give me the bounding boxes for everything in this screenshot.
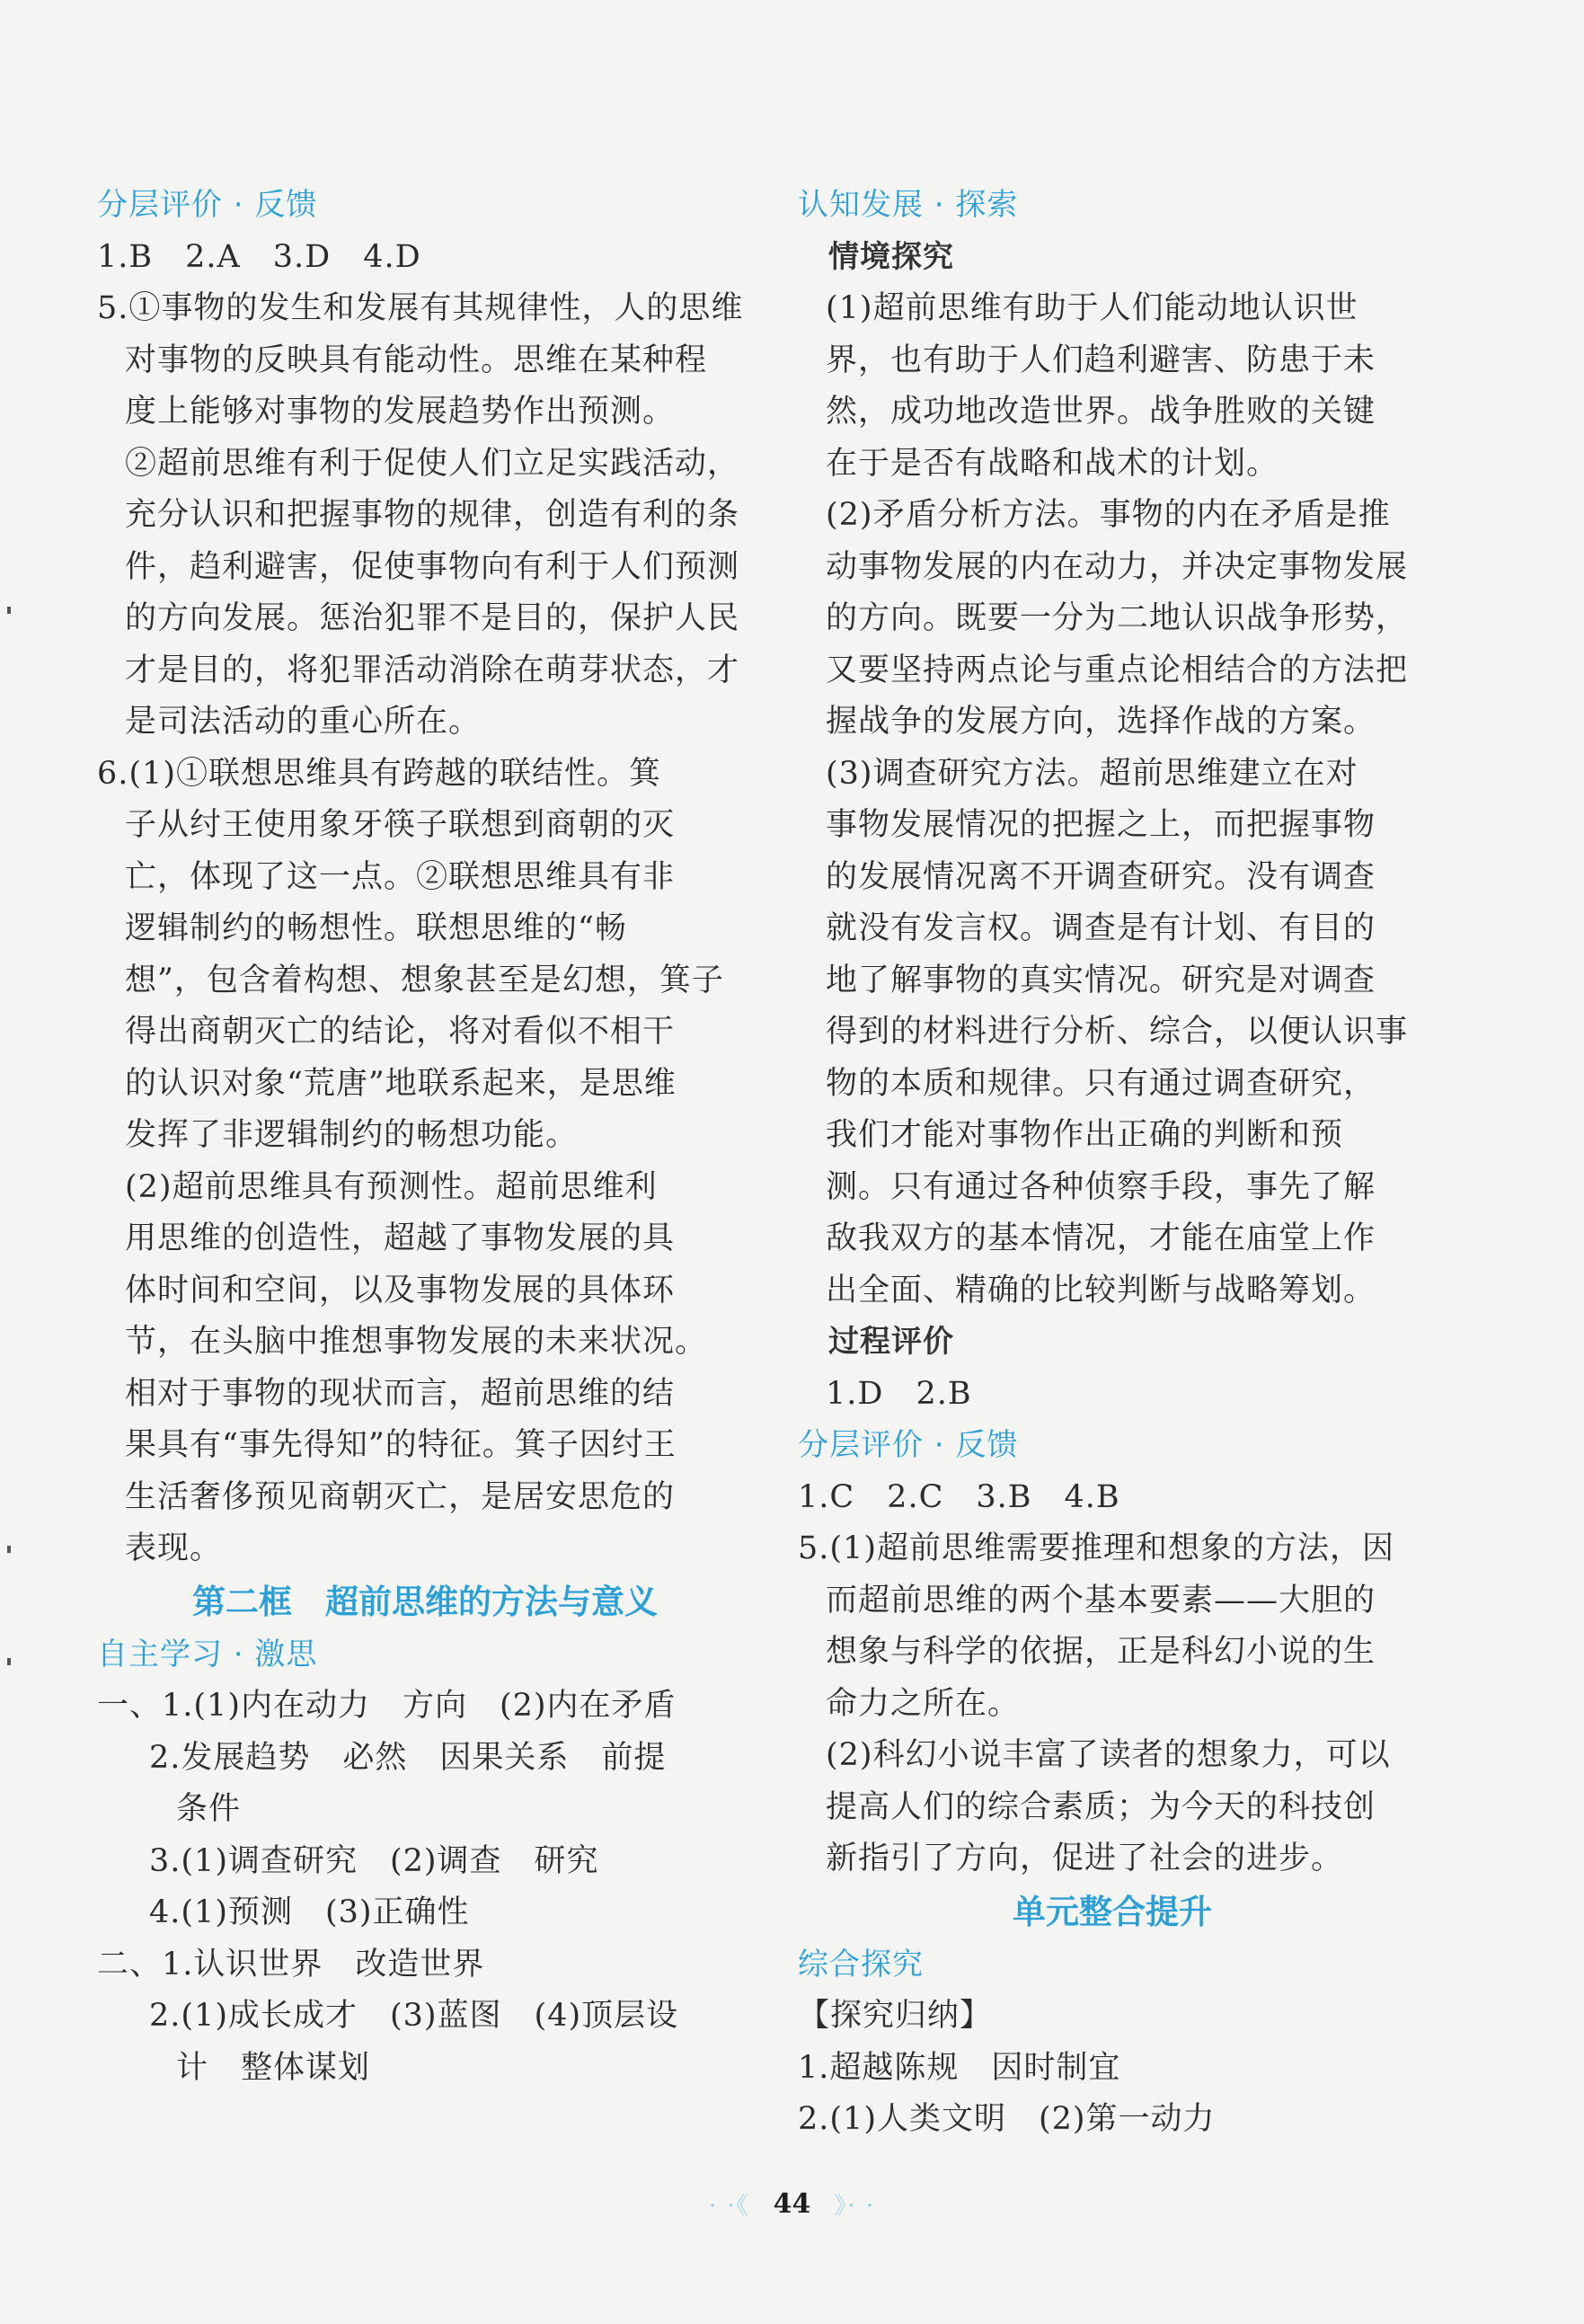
text-line: 一、1.(1)内在动力 方向 (2)内在矛盾 [97, 1688, 677, 1724]
chapter-title: 单元整合提升 [1013, 1892, 1212, 1931]
text-line: 界，也有助于人们趋利避害、防患于未 [826, 342, 1376, 378]
text-line: 3.(1)调查研究 (2)调查 研究 [149, 1842, 599, 1879]
text-line: (1)超前思维有助于人们能动地认识世 [826, 290, 1358, 326]
page-number: 44 [773, 2187, 811, 2220]
text-line: ②超前思维有利于促使人们立足实践活动， [125, 445, 740, 482]
text-line: 体时间和空间，以及事物发展的具体环 [125, 1272, 676, 1308]
text-line: 【探究归纳】 [798, 1998, 993, 2034]
margin-mark [7, 1546, 11, 1553]
text-line: 果具有“事先得知”的特征。箕子因纣王 [125, 1427, 677, 1463]
section-heading: 分层评价 · 反馈 [798, 1427, 1019, 1463]
text-line: 想”，包含着构想、想象甚至是幻想，箕子 [125, 962, 724, 998]
ornament-right-icon: 》· · [834, 2192, 876, 2220]
section-heading: 自主学习 · 激思 [97, 1636, 318, 1672]
text-line: 得到的材料进行分析、综合，以便认识事 [826, 1014, 1409, 1050]
text-line: 2.(1)人类文明 (2)第一动力 [798, 2101, 1216, 2137]
text-line: 2.(1)成长成才 (3)蓝图 (4)顶层设 [149, 1998, 679, 2034]
page-footer [0, 2184, 1584, 2223]
text-line: 计 整体谋划 [176, 2049, 371, 2086]
section-heading: 认知发展 · 探索 [798, 187, 1019, 223]
text-line: 用思维的创造性，超越了事物发展的具 [125, 1220, 676, 1256]
subsection-heading: 情境探究 [828, 238, 954, 275]
text-line: 而超前思维的两个基本要素——大胆的 [826, 1582, 1376, 1619]
text-line: 度上能够对事物的发展趋势作出预测。 [125, 394, 676, 430]
text-line: 动事物发展的内在动力，并决定事物发展 [826, 548, 1409, 585]
text-line: 然，成功地改造世界。战争胜败的关键 [826, 394, 1376, 430]
text-line: (2)科幻小说丰富了读者的想象力，可以 [826, 1737, 1391, 1773]
text-line: 1.D 2.B [826, 1375, 972, 1412]
text-line: 想象与科学的依据，正是科幻小说的生 [826, 1634, 1376, 1670]
text-line: 提高人们的综合素质；为今天的科技创 [826, 1788, 1376, 1825]
text-line: 才是目的，将犯罪活动消除在萌芽状态，才 [125, 652, 740, 688]
text-line: 件，趋利避害，促使事物向有利于人们预测 [125, 548, 740, 585]
text-line: 地了解事物的真实情况。研究是对调查 [826, 962, 1376, 998]
text-line: 的方向。既要一分为二地认识战争形势， [826, 600, 1409, 636]
text-line: 5.①事物的发生和发展有其规律性，人的思维 [97, 290, 744, 326]
text-line: 1.超越陈规 因时制宜 [798, 2049, 1121, 2086]
text-line: 命力之所在。 [826, 1685, 1021, 1722]
text-line: (3)调查研究方法。超前思维建立在对 [826, 755, 1358, 792]
text-line: 节，在头脑中推想事物发展的未来状况。 [125, 1324, 708, 1360]
text-line: 测。只有通过各种侦察手段，事先了解 [826, 1168, 1376, 1205]
text-line: 1.B 2.A 3.D 4.D [97, 238, 421, 275]
section-heading: 综合探究 [798, 1946, 924, 1982]
ornament-left-icon: · ·《 [708, 2192, 750, 2220]
text-line: (2)超前思维具有预测性。超前思维利 [125, 1168, 658, 1205]
text-line: 握战争的发展方向，选择作战的方案。 [826, 704, 1376, 740]
text-line: 充分认识和把握事物的规律，创造有利的条 [125, 497, 740, 533]
right-column [798, 180, 1427, 2146]
left-column [97, 180, 744, 2094]
text-line: 5.(1)超前思维需要推理和想象的方法，因 [798, 1530, 1394, 1566]
text-line: 又要坚持两点论与重点论相结合的方法把 [826, 652, 1409, 688]
text-line: 的认识对象“荒唐”地联系起来，是思维 [125, 1065, 677, 1102]
text-line: 就没有发言权。调查是有计划、有目的 [826, 910, 1376, 946]
margin-mark [7, 607, 11, 614]
text-line: 事物发展情况的把握之上，而把握事物 [826, 807, 1376, 843]
text-line: 是司法活动的重心所在。 [125, 704, 482, 740]
margin-mark [7, 1658, 11, 1665]
text-line: 敌我双方的基本情况，才能在庙堂上作 [826, 1220, 1376, 1256]
text-line: 我们才能对事物作出正确的判断和预 [826, 1117, 1344, 1153]
text-line: 2.发展趋势 必然 因果关系 前提 [149, 1739, 667, 1776]
text-line: 的方向发展。惩治犯罪不是目的，保护人民 [125, 600, 740, 636]
text-line: 发挥了非逻辑制约的畅想功能。 [125, 1117, 579, 1153]
text-line: 的发展情况离不开调查研究。没有调查 [826, 858, 1376, 895]
chapter-title: 第二框 超前思维的方法与意义 [192, 1582, 658, 1621]
text-line: (2)矛盾分析方法。事物的内在矛盾是推 [826, 497, 1391, 533]
text-line: 在于是否有战略和战术的计划。 [826, 445, 1279, 482]
text-line: 表现。 [125, 1530, 223, 1566]
section-heading: 分层评价 · 反馈 [97, 187, 318, 223]
text-line: 条件 [176, 1791, 242, 1827]
text-line: 物的本质和规律。只有通过调查研究， [826, 1065, 1376, 1102]
text-line: 子从纣王使用象牙筷子联想到商朝的灭 [125, 807, 676, 843]
text-line: 相对于事物的现状而言，超前思维的结 [125, 1375, 676, 1412]
text-line: 新指引了方向，促进了社会的进步。 [826, 1841, 1344, 1876]
subsection-heading: 过程评价 [828, 1324, 954, 1360]
text-line: 生活奢侈预见商朝灭亡，是居安思危的 [125, 1478, 676, 1515]
text-line: 得出商朝灭亡的结论，将对看似不相干 [125, 1014, 676, 1050]
text-line: 4.(1)预测 (3)正确性 [149, 1894, 470, 1930]
text-line: 1.C 2.C 3.B 4.B [798, 1478, 1120, 1515]
text-line: 二、1.认识世界 改造世界 [97, 1946, 485, 1982]
text-line: 亡，体现了这一点。②联想思维具有非 [125, 858, 676, 895]
text-line: 逻辑制约的畅想性。联想思维的“畅 [125, 910, 627, 946]
text-line: 6.(1)①联想思维具有跨越的联结性。箕 [97, 755, 661, 792]
text-line: 出全面、精确的比较判断与战略筹划。 [826, 1272, 1376, 1308]
text-line: 对事物的反映具有能动性。思维在某种程 [125, 342, 708, 378]
